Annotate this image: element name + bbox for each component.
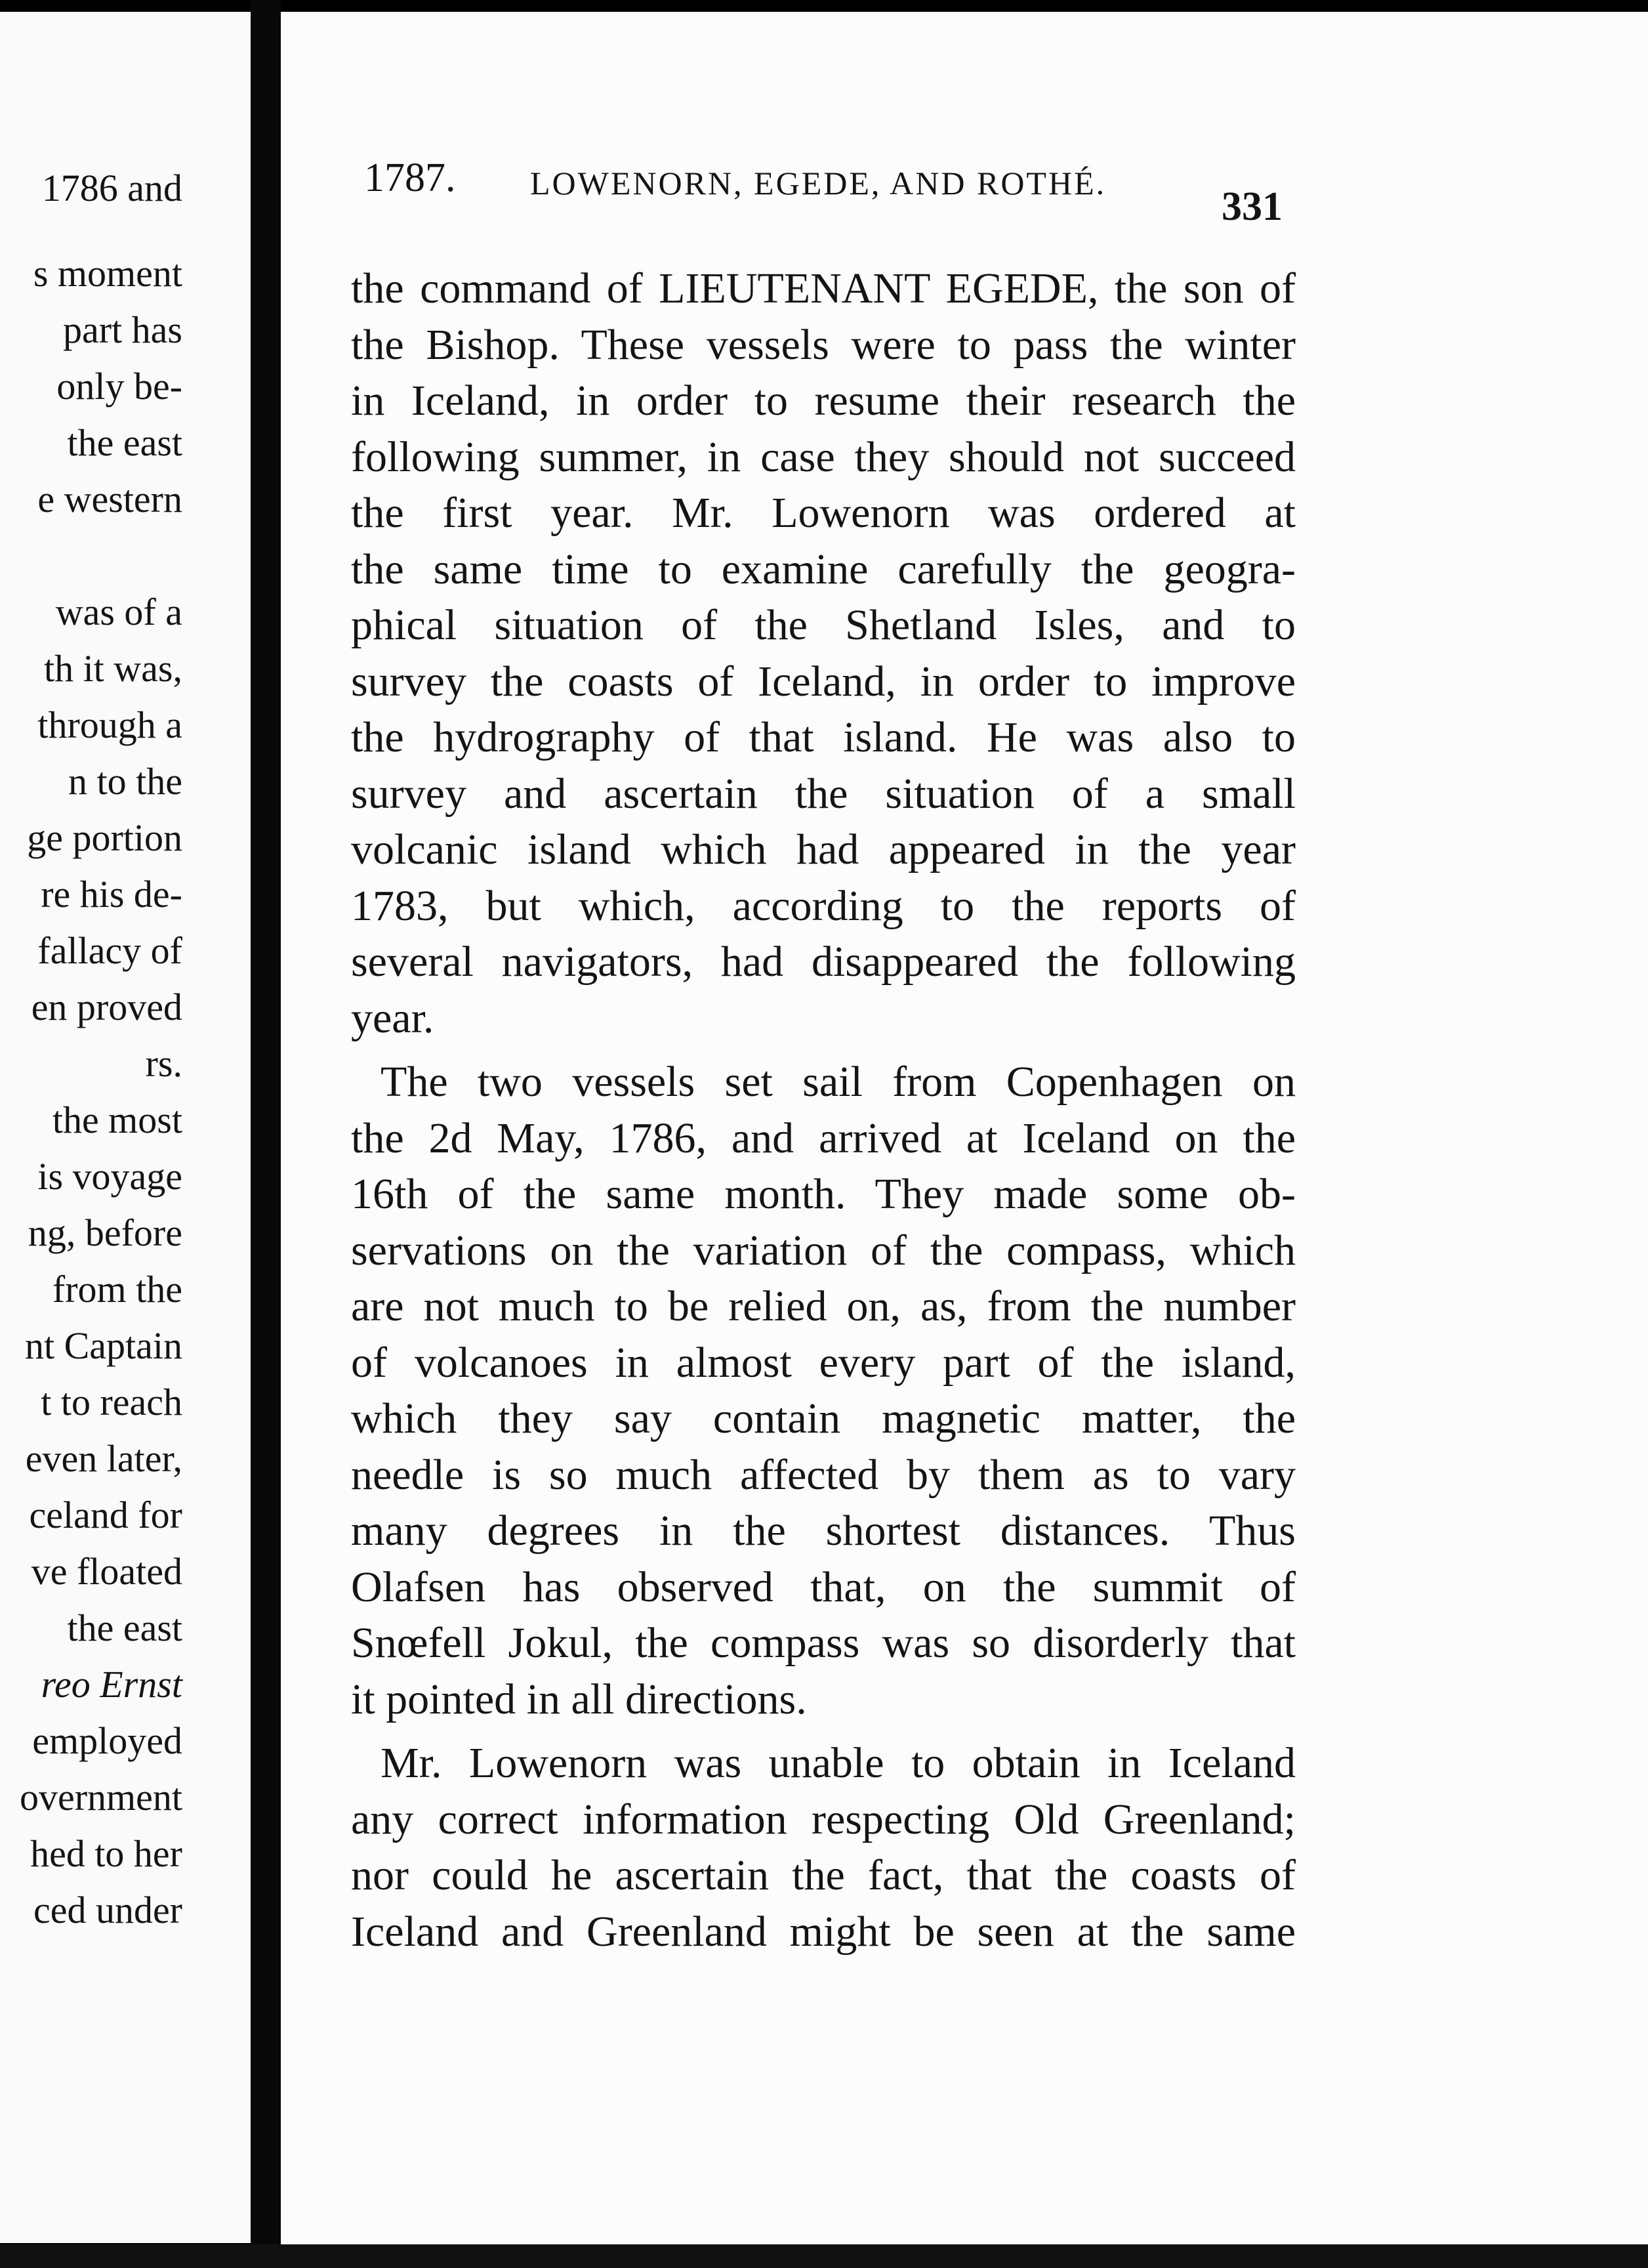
left-page-line: th it was,	[43, 647, 182, 690]
left-page-line: nt Captain	[24, 1324, 182, 1367]
left-page-line: re his de-	[41, 873, 182, 915]
body-text-line: 16th of the same month. They made some ob-	[351, 1170, 1296, 1218]
body-text-line: Olafsen has observed that, on the summit of	[351, 1563, 1296, 1611]
running-head-year: 1787.	[364, 156, 456, 200]
body-text-line: the command of LIEUTENANT EGEDE, the son of	[351, 264, 1296, 312]
body-text-line: survey and ascertain the situation of a small	[351, 769, 1296, 818]
left-page-line: en proved	[31, 986, 182, 1028]
left-page-line: s moment	[33, 252, 182, 295]
body-text-line: several navigators, had disappeared the following	[351, 938, 1296, 986]
left-page-line: employed	[32, 1719, 182, 1762]
left-page-line: only be-	[56, 365, 182, 408]
left-page-line: was of a	[55, 591, 182, 633]
left-page-line: the most	[52, 1099, 182, 1141]
body-text-line: nor could he ascertain the fact, that the coasts of	[351, 1851, 1296, 1899]
left-page-line: ve floated	[31, 1550, 182, 1593]
book-gutter	[251, 0, 281, 2268]
body-text-line: the 2d May, 1786, and arrived at Iceland on the	[351, 1114, 1296, 1162]
left-page-line: is voyage	[37, 1155, 182, 1198]
left-page-line: part has	[63, 308, 182, 351]
left-page-line: ge portion	[27, 816, 182, 859]
left-page-line: ced under	[33, 1889, 182, 1931]
body-text-line: of volcanoes in almost every part of the island,	[351, 1338, 1296, 1387]
body-text-line: servations on the variation of the compass, which	[351, 1226, 1296, 1274]
left-page-line: e western	[37, 478, 182, 520]
left-page-line: n to the	[68, 760, 182, 803]
left-page-line: even later,	[25, 1437, 182, 1480]
body-text-line: it pointed in all directions.	[351, 1675, 807, 1723]
left-page-line: hed to her	[30, 1832, 182, 1875]
body-text-line: needle is so much affected by them as to vary	[351, 1450, 1296, 1499]
left-page-line: celand for	[29, 1494, 182, 1536]
body-text-line: any correct information respecting Old Greenland;	[351, 1795, 1296, 1843]
body-text-line: Snœfell Jokul, the compass was so disorderly that	[351, 1619, 1296, 1667]
left-page-line: through a	[37, 704, 182, 746]
left-page-line: fallacy of	[37, 929, 182, 972]
left-page-line: t to reach	[41, 1381, 182, 1423]
scan-bottom-edge	[0, 2244, 1648, 2268]
left-page-line: the east	[67, 421, 182, 464]
left-page-line: overnment	[19, 1776, 182, 1818]
body-text-line: are not much to be relied on, as, from the number	[351, 1282, 1296, 1330]
body-text-line: in Iceland, in order to resume their research the	[351, 377, 1296, 425]
body-text-line: survey the coasts of Iceland, in order to improve	[351, 657, 1296, 705]
page-number: 331	[1222, 184, 1283, 229]
body-text-line: Mr. Lowenorn was unable to obtain in Iceland	[381, 1739, 1296, 1787]
body-text-line: following summer, in case they should not succeed	[351, 432, 1296, 481]
body-text-line: the first year. Mr. Lowenorn was ordered at	[351, 489, 1296, 537]
body-text-line: year.	[351, 994, 434, 1042]
left-page-line: reo Ernst	[41, 1663, 182, 1706]
body-text-line: the same time to examine carefully the geogra-	[351, 545, 1296, 593]
body-text-line: 1783, but which, according to the reports of	[351, 881, 1296, 930]
left-page-line: from the	[52, 1268, 182, 1311]
body-text-line: many degrees in the shortest distances. Thus	[351, 1507, 1296, 1555]
body-text-line: The two vessels set sail from Copenhagen on	[381, 1058, 1296, 1106]
left-page-line: rs.	[145, 1042, 182, 1085]
body-text-line: phical situation of the Shetland Isles, and to	[351, 601, 1296, 649]
left-page-line: the east	[67, 1606, 182, 1649]
body-text-line: Iceland and Greenland might be seen at the same	[351, 1907, 1296, 1956]
body-text-line: the hydrography of that island. He was also to	[351, 713, 1296, 761]
body-text-line: volcanic island which had appeared in the year	[351, 826, 1296, 873]
body-text-line: which they say contain magnetic matter, the	[351, 1395, 1296, 1442]
left-page-header: 1786 and	[41, 167, 182, 209]
left-page	[0, 12, 251, 2243]
body-text-line: the Bishop. These vessels were to pass the winter	[351, 320, 1296, 369]
left-page-line: ng, before	[28, 1211, 182, 1254]
running-head-title: LOWENORN, EGEDE, AND ROTHÉ.	[530, 165, 1107, 201]
